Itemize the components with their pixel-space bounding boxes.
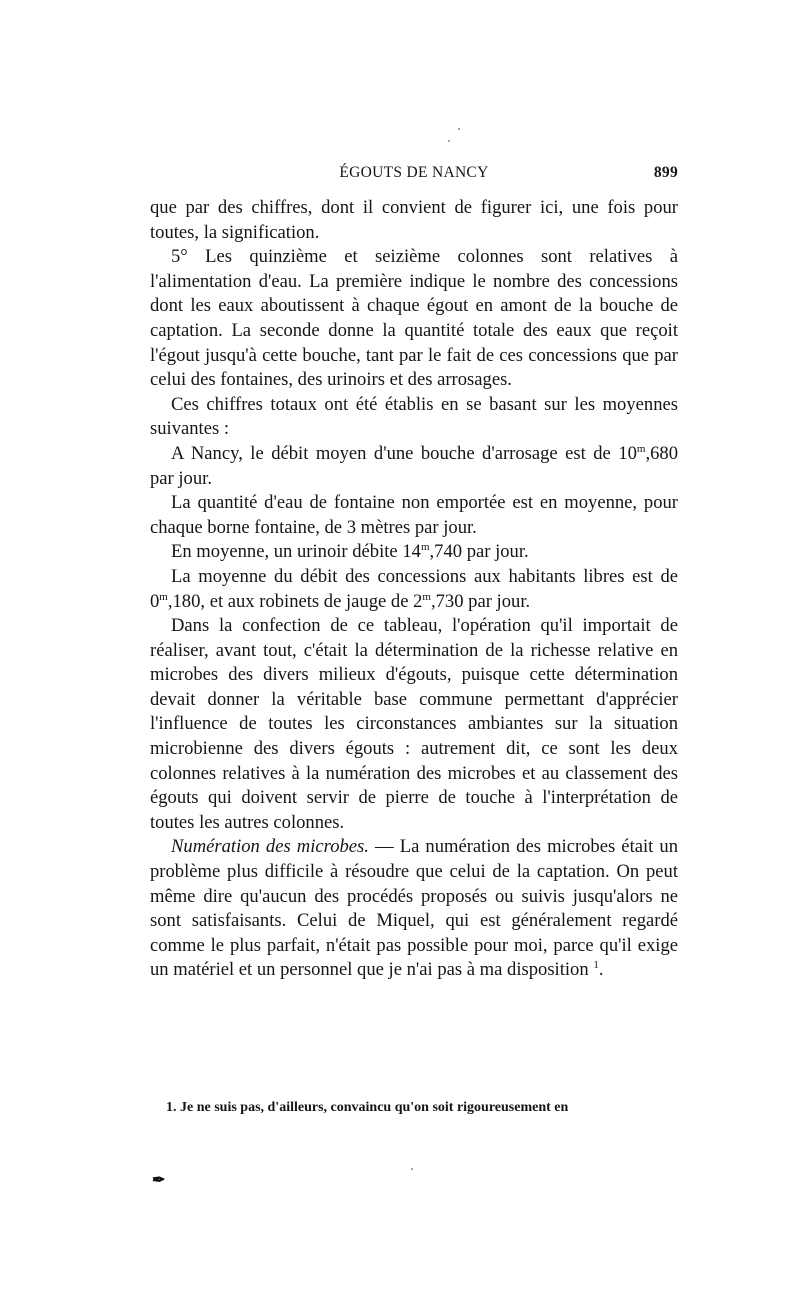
arrosage-text: A Nancy, le débit moyen d'une bouche d'arrosage est de (171, 442, 611, 464)
arrosage-unit: m (636, 442, 646, 455)
paragraph-numeration: Numération des microbes. — La numération des microbes était un problème plus difficile à résoudre que celui de la captation. On peut même dire qu'aucun des procédés proposés ou suivis jusqu'alors ne sont satisfaisants. Celui de Miquel, qui est généralement regardé comme le plus parfait, n'était pas possible pour moi, parce qu'il exige un matériel et un personnel que je n'ai pas à ma disposition $^1$. (150, 836, 678, 981)
paragraph-averages: Ces chiffres totaux ont été établis en se basant sur les moyennes suivantes : (150, 393, 678, 440)
jauge-unit: m (422, 590, 431, 603)
paragraph-concessions (150, 565, 678, 614)
paragraph-urinoir (150, 540, 678, 565)
running-header (150, 164, 678, 186)
paragraph-tableau: Dans la confection de ce tableau, l'opération qu'il importait de réaliser, avant tout, c'était la détermination de la richesse relative en microbes des divers milieux d'égouts, puisque cette détermination devait donner la véritable base commune permettant d'apprécier l'influence de toutes les circonstances ambiantes sur la situation microbienne des divers égouts : autrement dit, ce sont les deux colonnes relatives à la numération des microbes et au classement des égouts qui doivent servir de pierre de touche à l'interprétation de toutes les autres colonnes. (150, 615, 678, 833)
concessions-text: La moyenne du débit des concessions aux habitants libres est de (171, 565, 678, 587)
jauge-value-rest: ,730 par jour. (430, 590, 531, 612)
concessions-value: 0 (150, 590, 160, 612)
body-text (150, 196, 678, 983)
arrosage-value: 10 (618, 442, 637, 464)
footnote: 1. Je ne suis pas, d'ailleurs, convaincu qu'on soit rigoureusement en (166, 1100, 569, 1115)
page-number: 899 (653, 164, 678, 181)
urinoir-unit: m (420, 541, 430, 554)
paper-speck (458, 128, 460, 130)
ink-mark: ✒ (152, 1172, 166, 1189)
urinoir-value: 14 (397, 541, 421, 563)
arrosage-value-rest: ,680 par jour. (150, 442, 679, 489)
concessions-value-mid: ,180, et aux robinets de jauge de 2 (167, 590, 423, 612)
paragraph-fontaine: La quantité d'eau de fontaine non emportée est en moyenne, pour chaque borne fontaine, de 3 mètres par jour. (150, 492, 678, 538)
urinoir-value-rest: ,740 par jour. (429, 541, 529, 563)
paragraph-item-5: 5° Les quinzième et seizième colonnes sont relatives à l'alimentation d'eau. La première indique le nombre des concessions dont les eaux aboutissent à chaque égout en amont de la bouche de captation. La seconde donne la quantité totale des eaux que reçoit l'égout jusqu'à cette bouche, tant par le fait de ces concessions que par celui des fontaines, des urinoirs et des arrosages. (150, 246, 678, 391)
numeration-text: — La numération des microbes était un problème plus difficile à résoudre que celui de la captation. On peut même dire qu'aucun des procédés proposés ou suivis jusqu'alors ne sont satisfaisants. Celui de Miquel, qui est généralement regardé comme le plus parfait, n'était pas possible pour moi, parce qu'il exige un matériel et un personnel que je n'ai pas à ma disposition (150, 836, 678, 981)
paper-speck (411, 1168, 413, 1170)
paper-speck (448, 140, 450, 142)
running-title: ÉGOUTS DE NANCY (339, 164, 489, 181)
paragraph-arrosage (150, 442, 678, 491)
section-heading: Numération des microbes. (171, 836, 369, 858)
concessions-unit: m (159, 590, 168, 603)
paragraph-continuation: que par des chiffres, dont il convient de figurer ici, une fois pour toutes, la signification. (150, 197, 678, 243)
footnote-ref: 1 (593, 959, 599, 972)
urinoir-text: En moyenne, un urinoir débite (171, 541, 398, 563)
